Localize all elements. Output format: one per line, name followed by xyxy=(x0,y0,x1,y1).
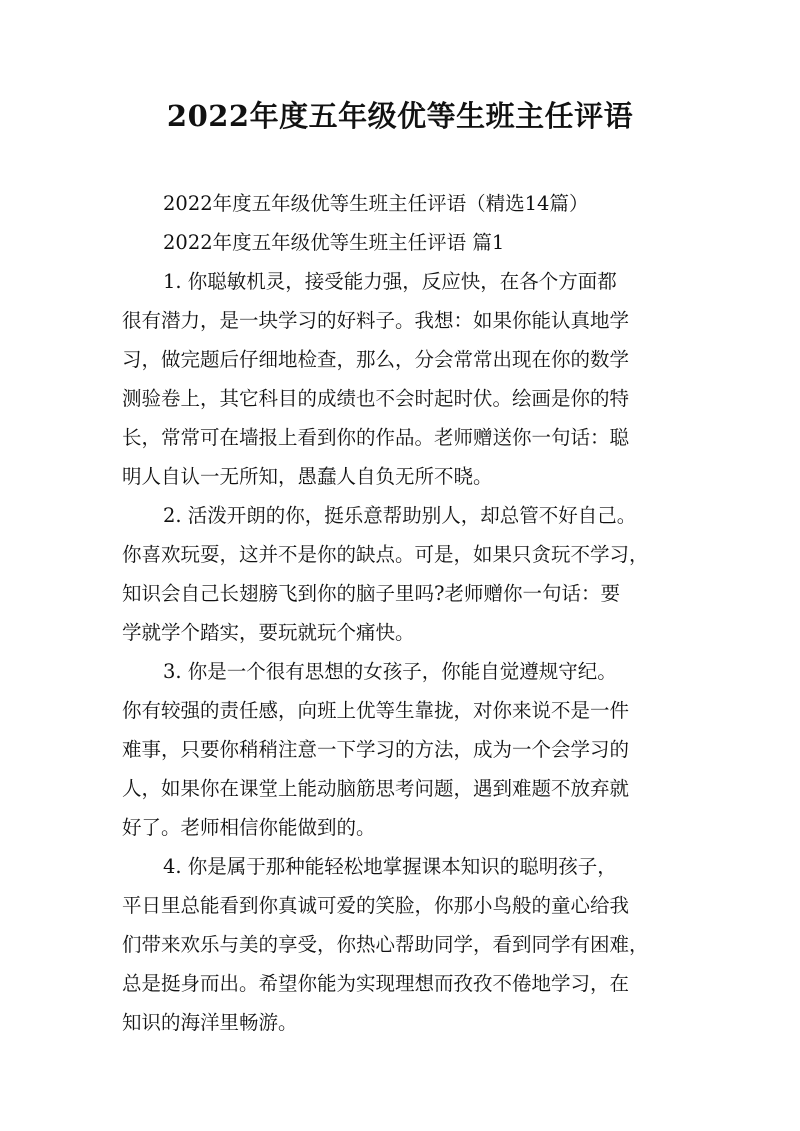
paragraph-line: 你有较强的责任感，向班上优等生靠拢，对你来说不是一件 xyxy=(122,699,630,722)
section-heading: 2022年度五年级优等生班主任评语 篇1 xyxy=(163,231,505,254)
paragraph-line: 总是挺身而出。希望你能为实现理想而孜孜不倦地学习，在 xyxy=(122,972,630,995)
paragraph-line: 4. 你是属于那种能轻松地掌握课本知识的聪明孩子， xyxy=(163,855,617,878)
paragraph-line: 难事，只要你稍稍注意一下学习的方法，成为一个会学习的 xyxy=(122,738,630,761)
paragraph-line: 好了。老师相信你能做到的。 xyxy=(122,816,376,839)
paragraph-line: 你喜欢玩耍，这并不是你的缺点。可是，如果只贪玩不学习， xyxy=(122,543,649,566)
paragraph-line: 很有潜力，是一块学习的好料子。我想：如果你能认真地学 xyxy=(122,309,630,332)
paragraph-line: 测验卷上，其它科目的成绩也不会时起时伏。绘画是你的特 xyxy=(122,387,630,410)
comment-paragraph-4 xyxy=(122,847,682,1042)
paragraph-line: 明人自认一无所知，愚蠢人自负无所不晓。 xyxy=(122,465,493,488)
comment-paragraph-2 xyxy=(122,496,682,652)
paragraph-line: 1. 你聪敏机灵，接受能力强，反应快，在各个方面都 xyxy=(163,270,617,293)
paragraph-line: 长，常常可在墙报上看到你的作品。老师赠送你一句话：聪 xyxy=(122,426,630,449)
paragraph-line: 人，如果你在课堂上能动脑筋思考问题，遇到难题不放弃就 xyxy=(122,777,630,800)
document-subtitle: 2022年度五年级优等生班主任评语（精选14篇） xyxy=(163,192,589,215)
document-body xyxy=(122,184,682,1042)
paragraph-line: 知识的海洋里畅游。 xyxy=(122,1011,298,1034)
paragraph-line: 学就学个踏实，要玩就玩个痛快。 xyxy=(122,621,415,644)
paragraph-line: 平日里总能看到你真诚可爱的笑脸，你那小鸟般的童心给我 xyxy=(122,894,630,917)
paragraph-line: 们带来欢乐与美的享受，你热心帮助同学，看到同学有困难， xyxy=(122,933,649,956)
paragraph-line: 知识会自己长翅膀飞到你的脑子里吗?老师赠你一句话：要 xyxy=(122,582,620,605)
document-title: 2022年度五年级优等生班主任评语 xyxy=(166,99,634,133)
comment-paragraph-3 xyxy=(122,652,682,847)
paragraph-line: 2. 活泼开朗的你，挺乐意帮助别人，却总管不好自己。 xyxy=(163,504,637,527)
comment-paragraph-1 xyxy=(122,262,682,496)
paragraph-line: 3. 你是一个很有思想的女孩子，你能自觉遵规守纪。 xyxy=(163,660,617,683)
paragraph-line: 习，做完题后仔细地检查，那么，分会常常出现在你的数学 xyxy=(122,348,630,371)
